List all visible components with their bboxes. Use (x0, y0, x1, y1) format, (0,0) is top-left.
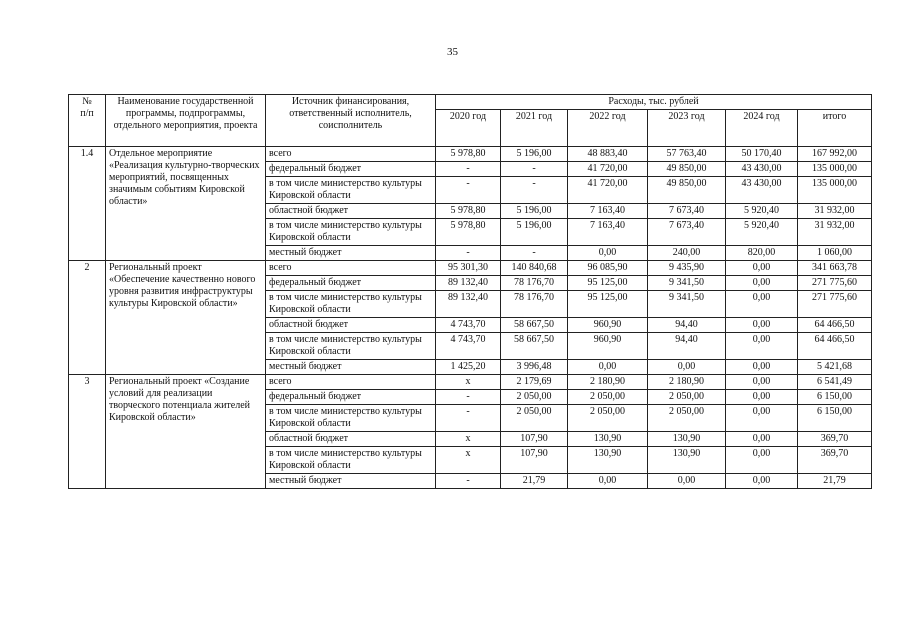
page-number: 35 (447, 46, 458, 58)
year-value-cell: 9 341,50 (648, 291, 726, 318)
year-value-cell: 49 850,00 (648, 162, 726, 177)
year-value-cell: 0,00 (726, 276, 798, 291)
year-value-cell: 0,00 (726, 333, 798, 360)
year-value-cell: 960,90 (568, 333, 648, 360)
funding-source: в том числе министерство культуры Кировской области (266, 177, 436, 204)
year-value-cell: 5 196,00 (501, 219, 568, 246)
year-value-cell: 240,00 (648, 246, 726, 261)
year-value-cell: 960,90 (568, 318, 648, 333)
total-cell: 341 663,78 (798, 261, 872, 276)
year-value-cell: 2 050,00 (648, 405, 726, 432)
year-value-cell: x (436, 375, 501, 390)
year-value-cell: 78 176,70 (501, 291, 568, 318)
header-year-2020: 2020 год (436, 110, 501, 147)
header-name: Наименование государственной программы, подпрограммы, отдельного мероприятия, проекта (106, 95, 266, 147)
year-value-cell: 57 763,40 (648, 147, 726, 162)
year-value-cell: 95 125,00 (568, 291, 648, 318)
total-cell: 135 000,00 (798, 177, 872, 204)
year-value-cell: 9 435,90 (648, 261, 726, 276)
year-value-cell: 0,00 (568, 360, 648, 375)
total-cell: 6 150,00 (798, 405, 872, 432)
year-value-cell: 0,00 (726, 291, 798, 318)
table-row (69, 375, 872, 390)
total-cell: 64 466,50 (798, 318, 872, 333)
year-value-cell: 0,00 (568, 474, 648, 489)
year-value-cell: 5 920,40 (726, 219, 798, 246)
year-value-cell: 820,00 (726, 246, 798, 261)
section-name: Отдельное мероприятие «Реализация культурно-творческих мероприятий, посвященных значимым событиям Кировской области» (106, 147, 266, 261)
year-value-cell: 5 920,40 (726, 204, 798, 219)
year-value-cell: 0,00 (726, 390, 798, 405)
year-value-cell: 2 050,00 (501, 390, 568, 405)
funding-source: в том числе министерство культуры Кировской области (266, 447, 436, 474)
funding-source: областной бюджет (266, 318, 436, 333)
year-value-cell: 0,00 (726, 405, 798, 432)
funding-source: областной бюджет (266, 204, 436, 219)
year-value-cell: 5 196,00 (501, 147, 568, 162)
year-value-cell: 0,00 (726, 375, 798, 390)
year-value-cell: - (436, 474, 501, 489)
year-value-cell: x (436, 432, 501, 447)
year-value-cell: - (436, 162, 501, 177)
funding-source: в том числе министерство культуры Кировской области (266, 405, 436, 432)
year-value-cell: - (436, 405, 501, 432)
year-value-cell: 21,79 (501, 474, 568, 489)
year-value-cell: 58 667,50 (501, 333, 568, 360)
year-value-cell: - (436, 390, 501, 405)
year-value-cell: 0,00 (648, 360, 726, 375)
year-value-cell: 7 163,40 (568, 204, 648, 219)
year-value-cell: 140 840,68 (501, 261, 568, 276)
header-expenses: Расходы, тыс. рублей (436, 95, 872, 110)
year-value-cell: 4 743,70 (436, 333, 501, 360)
funding-source: местный бюджет (266, 360, 436, 375)
year-value-cell: 2 180,90 (648, 375, 726, 390)
budget-table (68, 94, 872, 489)
year-value-cell: 94,40 (648, 333, 726, 360)
total-cell: 271 775,60 (798, 291, 872, 318)
header-year-2022: 2022 год (568, 110, 648, 147)
total-cell: 31 932,00 (798, 204, 872, 219)
year-value-cell: 2 179,69 (501, 375, 568, 390)
year-value-cell: 43 430,00 (726, 162, 798, 177)
total-cell: 1 060,00 (798, 246, 872, 261)
year-value-cell: 2 050,00 (501, 405, 568, 432)
funding-source: всего (266, 147, 436, 162)
section-number: 3 (69, 375, 106, 489)
header-row-1 (69, 95, 872, 110)
year-value-cell: - (501, 162, 568, 177)
year-value-cell: 0,00 (726, 474, 798, 489)
year-value-cell: 7 673,40 (648, 204, 726, 219)
total-cell: 6 541,49 (798, 375, 872, 390)
table-row (69, 147, 872, 162)
year-value-cell: 130,90 (648, 447, 726, 474)
year-value-cell: 5 978,80 (436, 147, 501, 162)
year-value-cell: 95 125,00 (568, 276, 648, 291)
header-year-2021: 2021 год (501, 110, 568, 147)
year-value-cell: 7 673,40 (648, 219, 726, 246)
year-value-cell: 4 743,70 (436, 318, 501, 333)
funding-source: местный бюджет (266, 474, 436, 489)
section-number: 1.4 (69, 147, 106, 261)
total-cell: 167 992,00 (798, 147, 872, 162)
total-cell: 64 466,50 (798, 333, 872, 360)
header-num: № п/п (69, 95, 106, 147)
header-year-2023: 2023 год (648, 110, 726, 147)
total-cell: 21,79 (798, 474, 872, 489)
total-cell: 5 421,68 (798, 360, 872, 375)
funding-source: областной бюджет (266, 432, 436, 447)
year-value-cell: 107,90 (501, 447, 568, 474)
year-value-cell: 78 176,70 (501, 276, 568, 291)
year-value-cell: 2 050,00 (568, 405, 648, 432)
year-value-cell: 49 850,00 (648, 177, 726, 204)
year-value-cell: - (501, 246, 568, 261)
year-value-cell: 0,00 (726, 447, 798, 474)
table-row (69, 261, 872, 276)
funding-source: в том числе министерство культуры Кировской области (266, 291, 436, 318)
year-value-cell: 96 085,90 (568, 261, 648, 276)
section-number: 2 (69, 261, 106, 375)
funding-source: всего (266, 375, 436, 390)
year-value-cell: 0,00 (726, 360, 798, 375)
header-source: Источник финансирования, ответственный исполнитель, соисполнитель (266, 95, 436, 147)
total-cell: 369,70 (798, 432, 872, 447)
funding-source: федеральный бюджет (266, 162, 436, 177)
year-value-cell: 2 050,00 (568, 390, 648, 405)
year-value-cell: 5 196,00 (501, 204, 568, 219)
total-cell: 135 000,00 (798, 162, 872, 177)
year-value-cell: 5 978,80 (436, 204, 501, 219)
funding-source: федеральный бюджет (266, 390, 436, 405)
year-value-cell: 48 883,40 (568, 147, 648, 162)
year-value-cell: 1 425,20 (436, 360, 501, 375)
year-value-cell: - (501, 177, 568, 204)
total-cell: 271 775,60 (798, 276, 872, 291)
year-value-cell: 0,00 (726, 261, 798, 276)
year-value-cell: 107,90 (501, 432, 568, 447)
year-value-cell: x (436, 447, 501, 474)
year-value-cell: 3 996,48 (501, 360, 568, 375)
year-value-cell: 130,90 (648, 432, 726, 447)
year-value-cell: - (436, 246, 501, 261)
funding-source: в том числе министерство культуры Кировской области (266, 333, 436, 360)
section-name: Региональный проект «Обеспечение качественно нового уровня развития инфраструктуры культуры Кировской области» (106, 261, 266, 375)
total-cell: 6 150,00 (798, 390, 872, 405)
year-value-cell: 7 163,40 (568, 219, 648, 246)
funding-source: федеральный бюджет (266, 276, 436, 291)
year-value-cell: 43 430,00 (726, 177, 798, 204)
year-value-cell: 0,00 (726, 318, 798, 333)
header-total: итого (798, 110, 872, 147)
funding-source: местный бюджет (266, 246, 436, 261)
year-value-cell: 41 720,00 (568, 162, 648, 177)
year-value-cell: 58 667,50 (501, 318, 568, 333)
total-cell: 31 932,00 (798, 219, 872, 246)
year-value-cell: 9 341,50 (648, 276, 726, 291)
year-value-cell: 94,40 (648, 318, 726, 333)
year-value-cell: 2 180,90 (568, 375, 648, 390)
section-name: Региональный проект «Создание условий для реализации творческого потенциала жителей Кировской области» (106, 375, 266, 489)
year-value-cell: - (436, 177, 501, 204)
year-value-cell: 89 132,40 (436, 291, 501, 318)
funding-source: в том числе министерство культуры Кировской области (266, 219, 436, 246)
year-value-cell: 41 720,00 (568, 177, 648, 204)
year-value-cell: 130,90 (568, 432, 648, 447)
funding-source: всего (266, 261, 436, 276)
year-value-cell: 130,90 (568, 447, 648, 474)
year-value-cell: 50 170,40 (726, 147, 798, 162)
year-value-cell: 89 132,40 (436, 276, 501, 291)
year-value-cell: 2 050,00 (648, 390, 726, 405)
total-cell: 369,70 (798, 447, 872, 474)
header-year-2024: 2024 год (726, 110, 798, 147)
year-value-cell: 5 978,80 (436, 219, 501, 246)
year-value-cell: 0,00 (648, 474, 726, 489)
year-value-cell: 0,00 (726, 432, 798, 447)
year-value-cell: 0,00 (568, 246, 648, 261)
year-value-cell: 95 301,30 (436, 261, 501, 276)
